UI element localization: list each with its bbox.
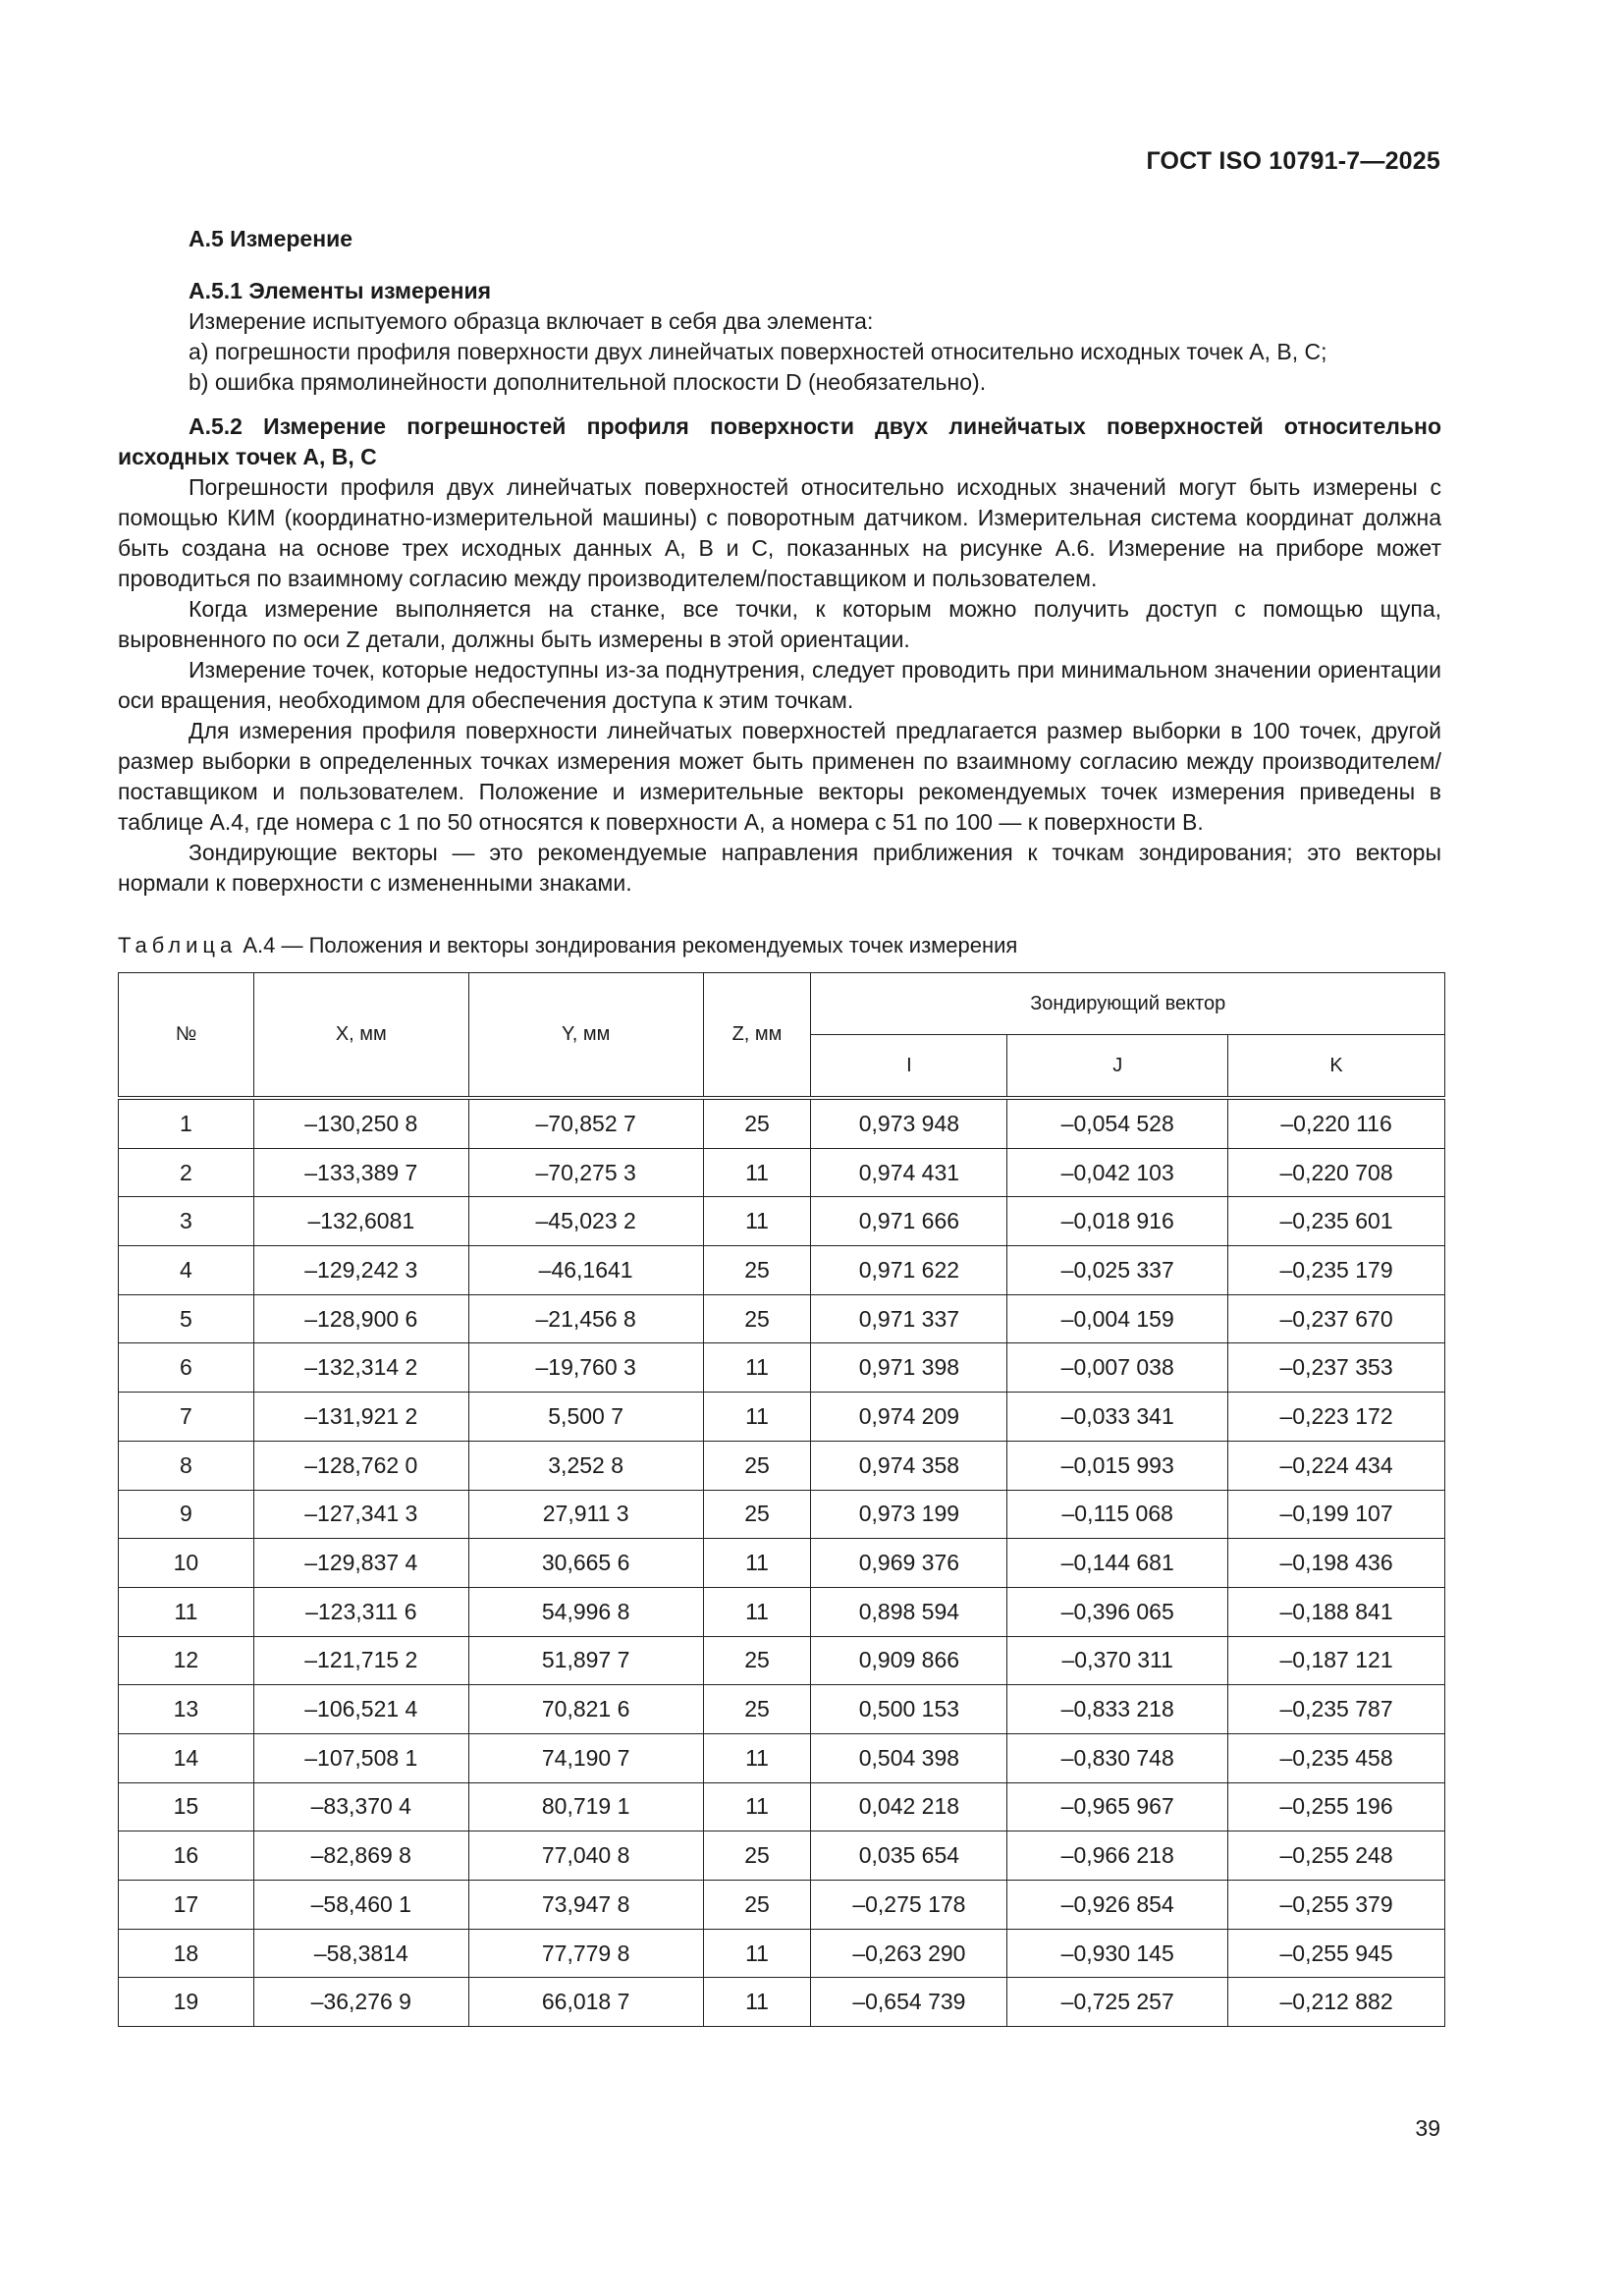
paragraph-intro: Измерение испытуемого образца включает в себя два элемента: [189,308,874,334]
table-row [119,1441,1445,1490]
cell-k: –0,237 353 [1228,1343,1445,1393]
table-row [119,1539,1445,1588]
cell-number: 4 [119,1246,254,1295]
table-row [119,1294,1445,1343]
table-row [119,1978,1445,2027]
cell-number: 1 [119,1098,254,1148]
cell-j: –0,725 257 [1007,1978,1228,2027]
cell-x: –132,6081 [253,1197,468,1246]
cell-number: 2 [119,1148,254,1197]
cell-k: –0,255 945 [1228,1929,1445,1978]
cell-x: –128,762 0 [253,1441,468,1490]
cell-k: –0,188 841 [1228,1587,1445,1636]
cell-z: 11 [703,1197,811,1246]
cell-x: –131,921 2 [253,1393,468,1442]
cell-y: –45,023 2 [468,1197,703,1246]
table-row [119,1246,1445,1295]
cell-x: –127,341 3 [253,1490,468,1539]
list-item-b: b) ошибка прямолинейности дополнительной плоскости D (необязательно). [189,369,987,395]
cell-k: –0,255 379 [1228,1881,1445,1930]
cell-j: –0,015 993 [1007,1441,1228,1490]
cell-x: –130,250 8 [253,1098,468,1148]
cell-x: –106,521 4 [253,1685,468,1734]
cell-z: 11 [703,1539,811,1588]
cell-j: –0,830 748 [1007,1733,1228,1782]
table-row [119,1587,1445,1636]
cell-number: 3 [119,1197,254,1246]
cell-k: –0,237 670 [1228,1294,1445,1343]
cell-j: –0,033 341 [1007,1393,1228,1442]
page-number: 39 [1415,2115,1440,2141]
table-row [119,1881,1445,1930]
cell-y: –21,456 8 [468,1294,703,1343]
subsection-title-a52: А.5.2 Измерение погрешностей профиля поверхности двух линейчатых поверхностей относительно исходных точек А, В, С [118,413,1441,469]
cell-number: 14 [119,1733,254,1782]
paragraph: Погрешности профиля двух линейчатых поверхностей относительно исходных значений могут быть измерены с помощью КИМ (координатно-измерительной машины) с поворотным датчиком. Измерительная система координат должна быть создана на основе трех исходных данных А, В и С, показанных на рисунке А.6. Измерение на приборе может проводиться по взаимному согласию между производителем/поставщиком и пользователем. [118,474,1441,591]
probing-points-table [118,972,1445,2027]
cell-x: –123,311 6 [253,1587,468,1636]
cell-y: 54,996 8 [468,1587,703,1636]
cell-i: 0,035 654 [811,1831,1007,1881]
header-number: № [119,973,254,1099]
cell-j: –0,966 218 [1007,1831,1228,1881]
cell-j: –0,965 967 [1007,1782,1228,1831]
table-row [119,1197,1445,1246]
cell-i: –0,275 178 [811,1881,1007,1930]
cell-k: –0,255 248 [1228,1831,1445,1881]
cell-j: –0,833 218 [1007,1685,1228,1734]
cell-y: 3,252 8 [468,1441,703,1490]
cell-i: 0,973 199 [811,1490,1007,1539]
header-probing-vector: Зондирующий вектор [811,973,1445,1035]
cell-z: 11 [703,1587,811,1636]
cell-z: 11 [703,1782,811,1831]
cell-j: –0,054 528 [1007,1098,1228,1148]
header-k: K [1228,1035,1445,1099]
cell-z: 11 [703,1733,811,1782]
cell-number: 5 [119,1294,254,1343]
cell-z: 11 [703,1148,811,1197]
cell-j: –0,018 916 [1007,1197,1228,1246]
cell-x: –58,3814 [253,1929,468,1978]
cell-x: –107,508 1 [253,1733,468,1782]
header-y: Y, мм [468,973,703,1099]
cell-i: 0,971 337 [811,1294,1007,1343]
cell-x: –129,837 4 [253,1539,468,1588]
cell-k: –0,212 882 [1228,1978,1445,2027]
cell-y: –70,275 3 [468,1148,703,1197]
cell-j: –0,926 854 [1007,1881,1228,1930]
cell-k: –0,224 434 [1228,1441,1445,1490]
cell-number: 16 [119,1831,254,1881]
cell-number: 9 [119,1490,254,1539]
cell-number: 13 [119,1685,254,1734]
cell-y: –46,1641 [468,1246,703,1295]
cell-z: 25 [703,1490,811,1539]
cell-j: –0,025 337 [1007,1246,1228,1295]
cell-i: 0,971 622 [811,1246,1007,1295]
cell-z: 25 [703,1441,811,1490]
cell-k: –0,235 458 [1228,1733,1445,1782]
cell-i: –0,654 739 [811,1978,1007,2027]
table-caption [118,930,1441,960]
list-item-a: a) погрешности профиля поверхности двух линейчатых поверхностей относительно исходных точек А, В, С; [189,339,1327,364]
cell-y: 73,947 8 [468,1881,703,1930]
cell-k: –0,220 116 [1228,1098,1445,1148]
cell-i: 0,500 153 [811,1685,1007,1734]
table-row [119,1098,1445,1148]
cell-k: –0,235 179 [1228,1246,1445,1295]
cell-x: –121,715 2 [253,1636,468,1685]
document-code: ГОСТ ISO 10791-7—2025 [1146,147,1440,175]
cell-y: 51,897 7 [468,1636,703,1685]
cell-x: –129,242 3 [253,1246,468,1295]
cell-i: 0,898 594 [811,1587,1007,1636]
cell-i: 0,973 948 [811,1098,1007,1148]
cell-z: 11 [703,1343,811,1393]
cell-k: –0,187 121 [1228,1636,1445,1685]
cell-z: 11 [703,1978,811,2027]
cell-y: –70,852 7 [468,1098,703,1148]
table-row [119,1148,1445,1197]
cell-z: 11 [703,1393,811,1442]
header-i: I [811,1035,1007,1099]
table-caption-label: Таблица [118,933,238,957]
header-x: X, мм [253,973,468,1099]
cell-number: 6 [119,1343,254,1393]
cell-i: 0,042 218 [811,1782,1007,1831]
cell-j: –0,930 145 [1007,1929,1228,1978]
table-row [119,1685,1445,1734]
subsection-title-a51: А.5.1 Элементы измерения [189,278,492,303]
cell-j: –0,042 103 [1007,1148,1228,1197]
cell-y: 80,719 1 [468,1782,703,1831]
cell-k: –0,235 601 [1228,1197,1445,1246]
cell-k: –0,255 196 [1228,1782,1445,1831]
cell-number: 19 [119,1978,254,2027]
table-row [119,1393,1445,1442]
cell-number: 10 [119,1539,254,1588]
cell-number: 8 [119,1441,254,1490]
cell-x: –133,389 7 [253,1148,468,1197]
cell-number: 17 [119,1881,254,1930]
cell-i: 0,971 398 [811,1343,1007,1393]
table-row [119,1733,1445,1782]
cell-number: 15 [119,1782,254,1831]
cell-k: –0,223 172 [1228,1393,1445,1442]
cell-y: 27,911 3 [468,1490,703,1539]
cell-i: 0,504 398 [811,1733,1007,1782]
cell-i: 0,969 376 [811,1539,1007,1588]
cell-i: 0,974 358 [811,1441,1007,1490]
cell-y: 77,779 8 [468,1929,703,1978]
paragraph: Для измерения профиля поверхности линейчатых поверхностей предлагается размер выборки в 100 точек, другой размер выборки в определенных точках измерения может быть применен по взаимному согласию между производителем/поставщиком и пользователем. Положение и измерительные векторы рекомендуемых точек измерения приведены в таблице А.4, где номера с 1 по 50 относятся к поверхности А, а номера с 51 по 100 — к поверхности В. [118,718,1441,835]
table-row [119,1782,1445,1831]
cell-k: –0,220 708 [1228,1148,1445,1197]
table-body [119,1098,1445,2027]
table-row [119,1490,1445,1539]
cell-y: –19,760 3 [468,1343,703,1393]
header-j: J [1007,1035,1228,1099]
cell-z: 25 [703,1636,811,1685]
cell-number: 12 [119,1636,254,1685]
cell-x: –36,276 9 [253,1978,468,2027]
cell-number: 18 [119,1929,254,1978]
cell-j: –0,007 038 [1007,1343,1228,1393]
cell-j: –0,144 681 [1007,1539,1228,1588]
cell-x: –82,869 8 [253,1831,468,1881]
cell-j: –0,004 159 [1007,1294,1228,1343]
cell-k: –0,198 436 [1228,1539,1445,1588]
cell-x: –83,370 4 [253,1782,468,1831]
cell-y: 70,821 6 [468,1685,703,1734]
cell-i: –0,263 290 [811,1929,1007,1978]
cell-i: 0,974 209 [811,1393,1007,1442]
cell-y: 77,040 8 [468,1831,703,1881]
cell-k: –0,235 787 [1228,1685,1445,1734]
cell-j: –0,370 311 [1007,1636,1228,1685]
cell-k: –0,199 107 [1228,1490,1445,1539]
cell-j: –0,396 065 [1007,1587,1228,1636]
cell-z: 25 [703,1098,811,1148]
cell-z: 25 [703,1685,811,1734]
cell-z: 11 [703,1929,811,1978]
cell-z: 25 [703,1246,811,1295]
paragraph: Когда измерение выполняется на станке, все точки, к которым можно получить доступ с помощью щупа, выровненного по оси Z детали, должны быть измерены в этой ориентации. [118,596,1441,652]
cell-y: 74,190 7 [468,1733,703,1782]
table-row [119,1343,1445,1393]
cell-y: 30,665 6 [468,1539,703,1588]
cell-z: 25 [703,1294,811,1343]
table-row [119,1636,1445,1685]
cell-z: 25 [703,1831,811,1881]
table-row [119,1929,1445,1978]
cell-y: 66,018 7 [468,1978,703,2027]
cell-i: 0,974 431 [811,1148,1007,1197]
paragraph: Измерение точек, которые недоступны из-за поднутрения, следует проводить при минимальном значении ориентации оси вращения, необходимом для обеспечения доступа к этим точкам. [118,657,1441,713]
table-caption-text: А.4 — Положения и векторы зондирования рекомендуемых точек измерения [237,933,1018,957]
cell-z: 25 [703,1881,811,1930]
table-row [119,1831,1445,1881]
cell-number: 11 [119,1587,254,1636]
cell-i: 0,909 866 [811,1636,1007,1685]
document-body [118,224,1441,2027]
header-z: Z, мм [703,973,811,1099]
paragraph: Зондирующие векторы — это рекомендуемые направления приближения к точкам зондирования; это векторы нормали к поверхности с измененными знаками. [118,840,1441,896]
cell-j: –0,115 068 [1007,1490,1228,1539]
cell-x: –132,314 2 [253,1343,468,1393]
cell-i: 0,971 666 [811,1197,1007,1246]
section-title: А.5 Измерение [189,226,353,251]
cell-y: 5,500 7 [468,1393,703,1442]
cell-number: 7 [119,1393,254,1442]
cell-x: –128,900 6 [253,1294,468,1343]
cell-x: –58,460 1 [253,1881,468,1930]
